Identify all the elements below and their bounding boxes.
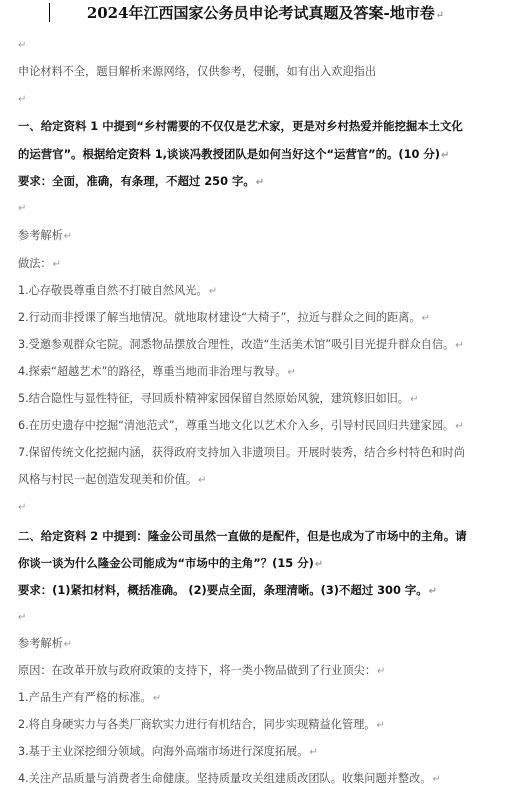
paragraph-mark-icon: ↵ — [63, 231, 73, 242]
paragraph-mark-icon: ↵ — [421, 313, 431, 324]
answer-item-continuation: 风格与村民一起创造发现美和价值。↵ — [18, 473, 207, 486]
empty-paragraph — [18, 37, 523, 54]
question-1-analysis-label: 参考解析↵ — [18, 229, 73, 242]
paragraph-mark-icon: ↵ — [435, 10, 445, 21]
answer-item: 3.受邀参观群众宅院。洞悉物品摆放合理性，改造“生活美术馆”吸引目光提升群众自信。↵ — [18, 338, 464, 351]
answer-item: 4.关注产品质量与消费者生命健康。坚持质量攻关组建质改团队。收集问题并整改。↵ — [18, 772, 441, 785]
answer-item: 1.产品生产有严格的标准。↵ — [18, 691, 162, 704]
answer-item: 1.心存敬畏尊重自然不打破自然风光。↵ — [18, 284, 218, 297]
paragraph-mark-icon: ↵ — [410, 394, 419, 405]
paragraph-mark-icon: ↵ — [432, 774, 441, 785]
paragraph-mark-icon: ↵ — [18, 502, 27, 513]
paragraph-mark-icon: ↵ — [152, 693, 162, 704]
question-1-requirement: 要求：全面，准确，有条理，不超过 250 字。↵ — [18, 174, 265, 188]
paragraph-mark-icon: ↵ — [63, 639, 73, 650]
paragraph-mark-icon: ↵ — [428, 586, 438, 597]
paragraph-mark-icon: ↵ — [455, 421, 464, 432]
paragraph-mark-icon: ↵ — [441, 150, 450, 161]
empty-paragraph — [18, 91, 523, 108]
answer-item: 2.将自身硬实力与各类厂商软实力进行有机结合，同步实现精益化管理。↵ — [18, 718, 385, 731]
empty-paragraph — [18, 200, 523, 217]
question-1-text-line-1: 一、给定资料 1 中提到“乡村需要的不仅仅是艺术家，更是对乡村热爱并能挖掘本土文化 — [18, 119, 463, 133]
question-2-reason-label: 原因：在改革开放与政府政策的支持下，将一类小物品做到了行业顶尖：↵ — [18, 664, 386, 677]
paragraph-mark-icon: ↵ — [52, 259, 61, 270]
question-2-requirement: 要求：(1)紧扣材料，概括准确。 (2)要点全面，条理清晰。(3)不超过 300 字。↵ — [18, 583, 438, 597]
paragraph-mark-icon: ↵ — [287, 367, 296, 378]
question-2-text-line-1: 二、给定资料 2 中提到：隆金公司虽然一直做的是配件，但是也成为了市场中的主角。请 — [18, 529, 467, 543]
question-1-method-label: 做法：↵ — [18, 257, 61, 270]
question-2-text-line-2: 你谈一谈为什么隆金公司能成为“市场中的主角”？(15 分)↵ — [18, 556, 324, 570]
answer-item: 2.行动而非授课了解当地情况。就地取材建设“大椅子”，拉近与群众之间的距离。↵ — [18, 311, 431, 324]
paragraph-mark-icon: ↵ — [377, 666, 386, 677]
paragraph-mark-icon: ↵ — [255, 177, 265, 188]
paragraph-mark-icon: ↵ — [376, 720, 385, 731]
answer-item: 5.结合隐性与显性特征，寻回质朴精神家园保留自然原始风貌，建筑修旧如旧。↵ — [18, 392, 419, 405]
paragraph-mark-icon: ↵ — [18, 40, 27, 51]
answer-item: 7.保留传统文化挖掘内涵，获得政府支持加入非遗项目。开展时装秀，结合乡村特色和时尚 — [18, 446, 465, 459]
paragraph-mark-icon: ↵ — [18, 203, 27, 214]
document-title: 2024年江西国家公务员申论考试真题及答案-地市卷↵ — [86, 4, 445, 22]
intro-text: 申论材料不全，题目解析来源网络，仅供参考，侵删，如有出入欢迎指出 — [18, 65, 377, 78]
empty-paragraph — [18, 609, 523, 626]
paragraph-mark-icon: ↵ — [18, 94, 27, 105]
answer-item: 3.基于主业深挖细分领域。向海外高端市场进行深度拓展。↵ — [18, 745, 318, 758]
paragraph-mark-icon: ↵ — [309, 747, 318, 758]
empty-paragraph — [18, 499, 523, 516]
answer-item: 6.在历史遗存中挖掘“清池范式”，尊重当地文化以艺术介入乡，引导村民回归共建家园。↵ — [18, 419, 464, 432]
paragraph-mark-icon: ↵ — [198, 475, 207, 486]
paragraph-mark-icon: ↵ — [455, 340, 464, 351]
answer-item: 4.探索“超越艺术”的路径，尊重当地而非治理与教导。↵ — [18, 365, 296, 378]
question-2-analysis-label: 参考解析↵ — [18, 637, 73, 650]
question-1-text-line-2: 的运营官”。根据给定资料 1,谈谈冯教授团队是如何当好这个“运营官”的。(10 分)↵ — [18, 147, 450, 161]
paragraph-mark-icon: ↵ — [314, 559, 324, 570]
paragraph-mark-icon: ↵ — [208, 286, 218, 297]
paragraph-mark-icon: ↵ — [18, 612, 27, 623]
